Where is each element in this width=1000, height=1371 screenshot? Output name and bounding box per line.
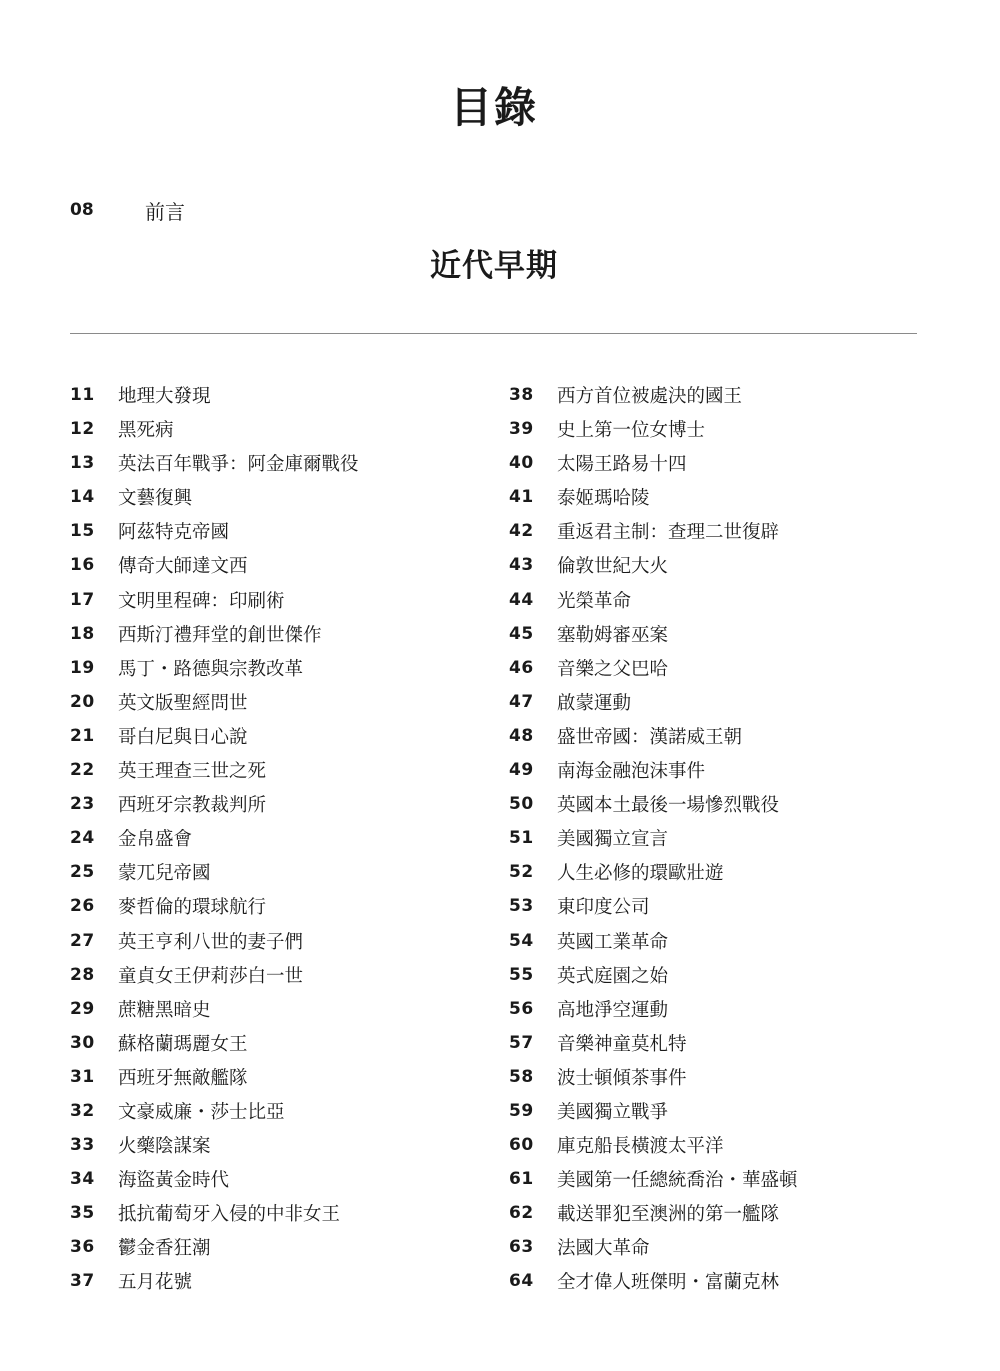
toc-entry-title: 泰姬瑪哈陵 — [557, 488, 650, 510]
toc-entry[interactable] — [509, 513, 949, 547]
toc-entry-number: 30 — [70, 1032, 95, 1053]
toc-entry-number: 37 — [70, 1271, 95, 1292]
toc-entry-number: 42 — [509, 521, 534, 542]
toc-entry-number: 57 — [509, 1032, 534, 1053]
toc-entry-title: 西斯汀禮拜堂的創世傑作 — [118, 624, 322, 646]
toc-entry-number: 15 — [70, 521, 95, 542]
toc-entry-number: 20 — [70, 691, 95, 712]
toc-entry-title: 高地淨空運動 — [557, 999, 669, 1021]
toc-entry-title: 啟蒙運動 — [557, 692, 632, 714]
toc-entry-number: 26 — [70, 896, 95, 917]
toc-entry[interactable] — [509, 1127, 949, 1161]
toc-entry-title: 西班牙無敵艦隊 — [118, 1067, 248, 1089]
toc-entry-title: 文明里程碑：印刷術 — [118, 590, 285, 612]
toc-entry-title: 地理大發現 — [118, 386, 211, 407]
toc-entry-title: 英法百年戰爭：阿金庫爾戰役 — [118, 454, 359, 476]
toc-entry-number: 43 — [509, 555, 534, 576]
section-divider — [70, 333, 917, 334]
toc-entry-number: 54 — [509, 930, 534, 951]
toc-entry-title: 英王理查三世之死 — [118, 761, 267, 783]
toc-entry-number: 50 — [509, 794, 534, 815]
toc-entry-number: 58 — [509, 1066, 534, 1087]
toc-entry[interactable] — [509, 445, 949, 479]
toc-entry-number: 47 — [509, 691, 534, 712]
toc-entry-number: 33 — [70, 1135, 95, 1156]
toc-entry[interactable] — [509, 991, 949, 1025]
toc-entry-title: 黑死病 — [118, 420, 174, 442]
toc-entry[interactable] — [509, 1025, 949, 1059]
toc-entry-title: 載送罪犯至澳洲的第一艦隊 — [557, 1204, 780, 1226]
toc-entry-number: 53 — [509, 896, 534, 917]
toc-entry-title: 英國本土最後一場慘烈戰役 — [557, 795, 780, 817]
toc-entry[interactable] — [509, 1093, 949, 1127]
toc-entry-number: 13 — [70, 453, 95, 474]
toc-entry[interactable] — [509, 1263, 949, 1297]
toc-entry-title: 火藥陰謀案 — [118, 1136, 211, 1158]
toc-entry-title: 英式庭園之始 — [557, 965, 669, 987]
toc-entry-number: 32 — [70, 1100, 95, 1121]
toc-entry-number: 49 — [509, 760, 534, 781]
toc-entry[interactable] — [70, 752, 510, 786]
toc-entry[interactable] — [509, 1161, 949, 1195]
toc-entry[interactable] — [70, 1127, 510, 1161]
toc-entry-title: 美國第一任總統喬治・華盛頓 — [557, 1170, 798, 1192]
toc-entry[interactable] — [70, 1059, 510, 1093]
toc-entry-title: 太陽王路易十四 — [557, 454, 687, 476]
toc-entry-title: 英國工業革命 — [557, 931, 669, 953]
toc-entry[interactable] — [70, 923, 510, 957]
toc-entry-title: 塞勒姆審巫案 — [557, 624, 669, 646]
toc-entry-title: 五月花號 — [118, 1272, 193, 1294]
toc-entry-number: 28 — [70, 964, 95, 985]
toc-entry-title: 抵抗葡萄牙入侵的中非女王 — [118, 1204, 341, 1226]
preface-number: 08 — [70, 200, 94, 220]
toc-entry[interactable] — [509, 786, 949, 820]
toc-entry-title: 美國獨立宣言 — [557, 829, 669, 851]
toc-entry-title: 法國大革命 — [557, 1238, 650, 1260]
toc-entry[interactable] — [509, 923, 949, 957]
toc-entry-number: 52 — [509, 862, 534, 883]
toc-entry[interactable] — [509, 957, 949, 991]
toc-entry[interactable] — [70, 445, 510, 479]
toc-entry-title: 重返君主制：查理二世復辟 — [557, 522, 780, 544]
toc-entry-title: 美國獨立戰爭 — [557, 1101, 669, 1123]
toc-entry-title: 蔗糖黑暗史 — [118, 999, 211, 1021]
toc-entry-number: 41 — [509, 487, 534, 508]
toc-entry-number: 59 — [509, 1100, 534, 1121]
toc-entry-title: 英王亨利八世的妻子們 — [118, 931, 304, 953]
toc-entry-number: 25 — [70, 862, 95, 883]
toc-entry[interactable] — [509, 377, 949, 411]
toc-entry-number: 62 — [509, 1203, 534, 1224]
toc-entry-title: 傳奇大師達文西 — [118, 556, 248, 578]
toc-entry-title: 文藝復興 — [118, 488, 193, 510]
toc-entry[interactable] — [509, 888, 949, 922]
toc-entry-number: 24 — [70, 828, 95, 849]
preface-label: 前言 — [145, 200, 185, 224]
page-title: 目錄 — [449, 83, 538, 132]
toc-entry[interactable] — [509, 547, 949, 581]
toc-entry-number: 63 — [509, 1237, 534, 1258]
toc-entry[interactable] — [70, 547, 510, 581]
section-title: 近代早期 — [430, 248, 558, 284]
toc-entry-number: 55 — [509, 964, 534, 985]
toc-entry-title: 蘇格蘭瑪麗女王 — [118, 1033, 248, 1055]
toc-entry-title: 西班牙宗教裁判所 — [118, 795, 267, 817]
toc-entry[interactable] — [509, 411, 949, 445]
toc-column-left — [70, 377, 510, 1298]
toc-entry-title: 英文版聖經問世 — [118, 692, 248, 714]
toc-entry-number: 35 — [70, 1203, 95, 1224]
toc-entry-title: 全才偉人班傑明・富蘭克林 — [557, 1272, 780, 1294]
toc-entry-title: 西方首位被處決的國王 — [557, 386, 743, 407]
toc-entry[interactable] — [70, 718, 510, 752]
toc-entry-number: 48 — [509, 725, 534, 746]
toc-entry-number: 61 — [509, 1169, 534, 1190]
toc-entry-number: 36 — [70, 1237, 95, 1258]
toc-entry-number: 18 — [70, 623, 95, 644]
toc-entry[interactable] — [70, 786, 510, 820]
toc-entry[interactable] — [70, 650, 510, 684]
toc-entry-number: 64 — [509, 1271, 534, 1292]
toc-entry-number: 38 — [509, 385, 534, 405]
toc-entry-title: 鬱金香狂潮 — [118, 1238, 211, 1260]
toc-entry-title: 童貞女王伊莉莎白一世 — [118, 965, 304, 987]
toc-entry-number: 29 — [70, 998, 95, 1019]
toc-entry[interactable] — [70, 854, 510, 888]
toc-entry[interactable] — [70, 991, 510, 1025]
toc-entry[interactable] — [70, 411, 510, 445]
toc-entry[interactable] — [70, 820, 510, 854]
toc-entry[interactable] — [70, 616, 510, 650]
toc-entry[interactable] — [70, 1025, 510, 1059]
toc-entry[interactable] — [509, 1229, 949, 1263]
toc-entry[interactable] — [70, 1195, 510, 1229]
toc-entry-number: 19 — [70, 657, 95, 678]
toc-entry-title: 東印度公司 — [557, 897, 650, 919]
toc-entry-title: 海盜黃金時代 — [118, 1170, 230, 1192]
toc-entry[interactable] — [509, 718, 949, 752]
toc-entry-title: 金帛盛會 — [118, 829, 193, 851]
toc-entry-number: 12 — [70, 419, 95, 440]
toc-entry-title: 音樂之父巴哈 — [557, 658, 669, 680]
preface-entry[interactable] — [0, 196, 400, 226]
toc-entry[interactable] — [70, 888, 510, 922]
toc-entry-number: 39 — [509, 419, 534, 440]
toc-entry-title: 南海金融泡沫事件 — [557, 761, 706, 783]
toc-entry-title: 倫敦世紀大火 — [557, 556, 669, 578]
toc-entry-number: 22 — [70, 760, 95, 781]
toc-entry-number: 60 — [509, 1135, 534, 1156]
toc-entry[interactable] — [509, 582, 949, 616]
toc-entry[interactable] — [509, 1195, 949, 1229]
toc-entry[interactable] — [509, 650, 949, 684]
toc-entry-number: 45 — [509, 623, 534, 644]
toc-entry-number: 44 — [509, 589, 534, 610]
toc-entry-title: 波士頓傾茶事件 — [557, 1067, 687, 1089]
toc-entry-number: 16 — [70, 555, 95, 576]
toc-entry-number: 40 — [509, 453, 534, 474]
toc-entry-number: 34 — [70, 1169, 95, 1190]
toc-entry[interactable] — [70, 513, 510, 547]
toc-entry[interactable] — [70, 1093, 510, 1127]
toc-entry[interactable] — [509, 616, 949, 650]
toc-entry[interactable] — [509, 854, 949, 888]
toc-column-right — [509, 377, 949, 1298]
toc-entry[interactable] — [70, 1263, 510, 1297]
toc-entry-title: 馬丁・路德與宗教改革 — [118, 658, 304, 680]
toc-entry-number: 21 — [70, 725, 95, 746]
toc-entry-number: 27 — [70, 930, 95, 951]
toc-entry[interactable] — [70, 957, 510, 991]
toc-entry-number: 23 — [70, 794, 95, 815]
toc-entry-number: 17 — [70, 589, 95, 610]
toc-entry-title: 音樂神童莫札特 — [557, 1033, 687, 1055]
toc-entry-title: 史上第一位女博士 — [557, 420, 706, 442]
toc-entry[interactable] — [70, 377, 510, 411]
toc-entry-title: 盛世帝國：漢諾威王朝 — [557, 726, 743, 748]
toc-entry[interactable] — [509, 820, 949, 854]
toc-entry-number: 46 — [509, 657, 534, 678]
toc-entry-title: 蒙兀兒帝國 — [118, 863, 211, 885]
toc-entry[interactable] — [70, 1161, 510, 1195]
toc-entry[interactable] — [509, 479, 949, 513]
toc-entry[interactable] — [509, 1059, 949, 1093]
toc-entry-title: 人生必修的環歐壯遊 — [557, 863, 724, 885]
toc-entry-number: 31 — [70, 1066, 95, 1087]
toc-entry[interactable] — [509, 752, 949, 786]
toc-entry-title: 阿茲特克帝國 — [118, 522, 230, 544]
toc-entry-title: 麥哲倫的環球航行 — [118, 897, 267, 919]
toc-entry[interactable] — [70, 582, 510, 616]
toc-entry-number: 11 — [70, 385, 95, 405]
toc-entry-title: 文豪威廉・莎士比亞 — [118, 1101, 285, 1123]
toc-entry-number: 56 — [509, 998, 534, 1019]
toc-entry-number: 14 — [70, 487, 95, 508]
toc-entry[interactable] — [70, 1229, 510, 1263]
toc-entry[interactable] — [70, 479, 510, 513]
toc-entry[interactable] — [509, 684, 949, 718]
toc-entry-title: 光榮革命 — [557, 590, 632, 612]
toc-entry-title: 哥白尼與日心說 — [118, 726, 248, 748]
toc-entry-number: 51 — [509, 828, 534, 849]
toc-entry[interactable] — [70, 684, 510, 718]
toc-entry-title: 庫克船長橫渡太平洋 — [557, 1136, 724, 1158]
